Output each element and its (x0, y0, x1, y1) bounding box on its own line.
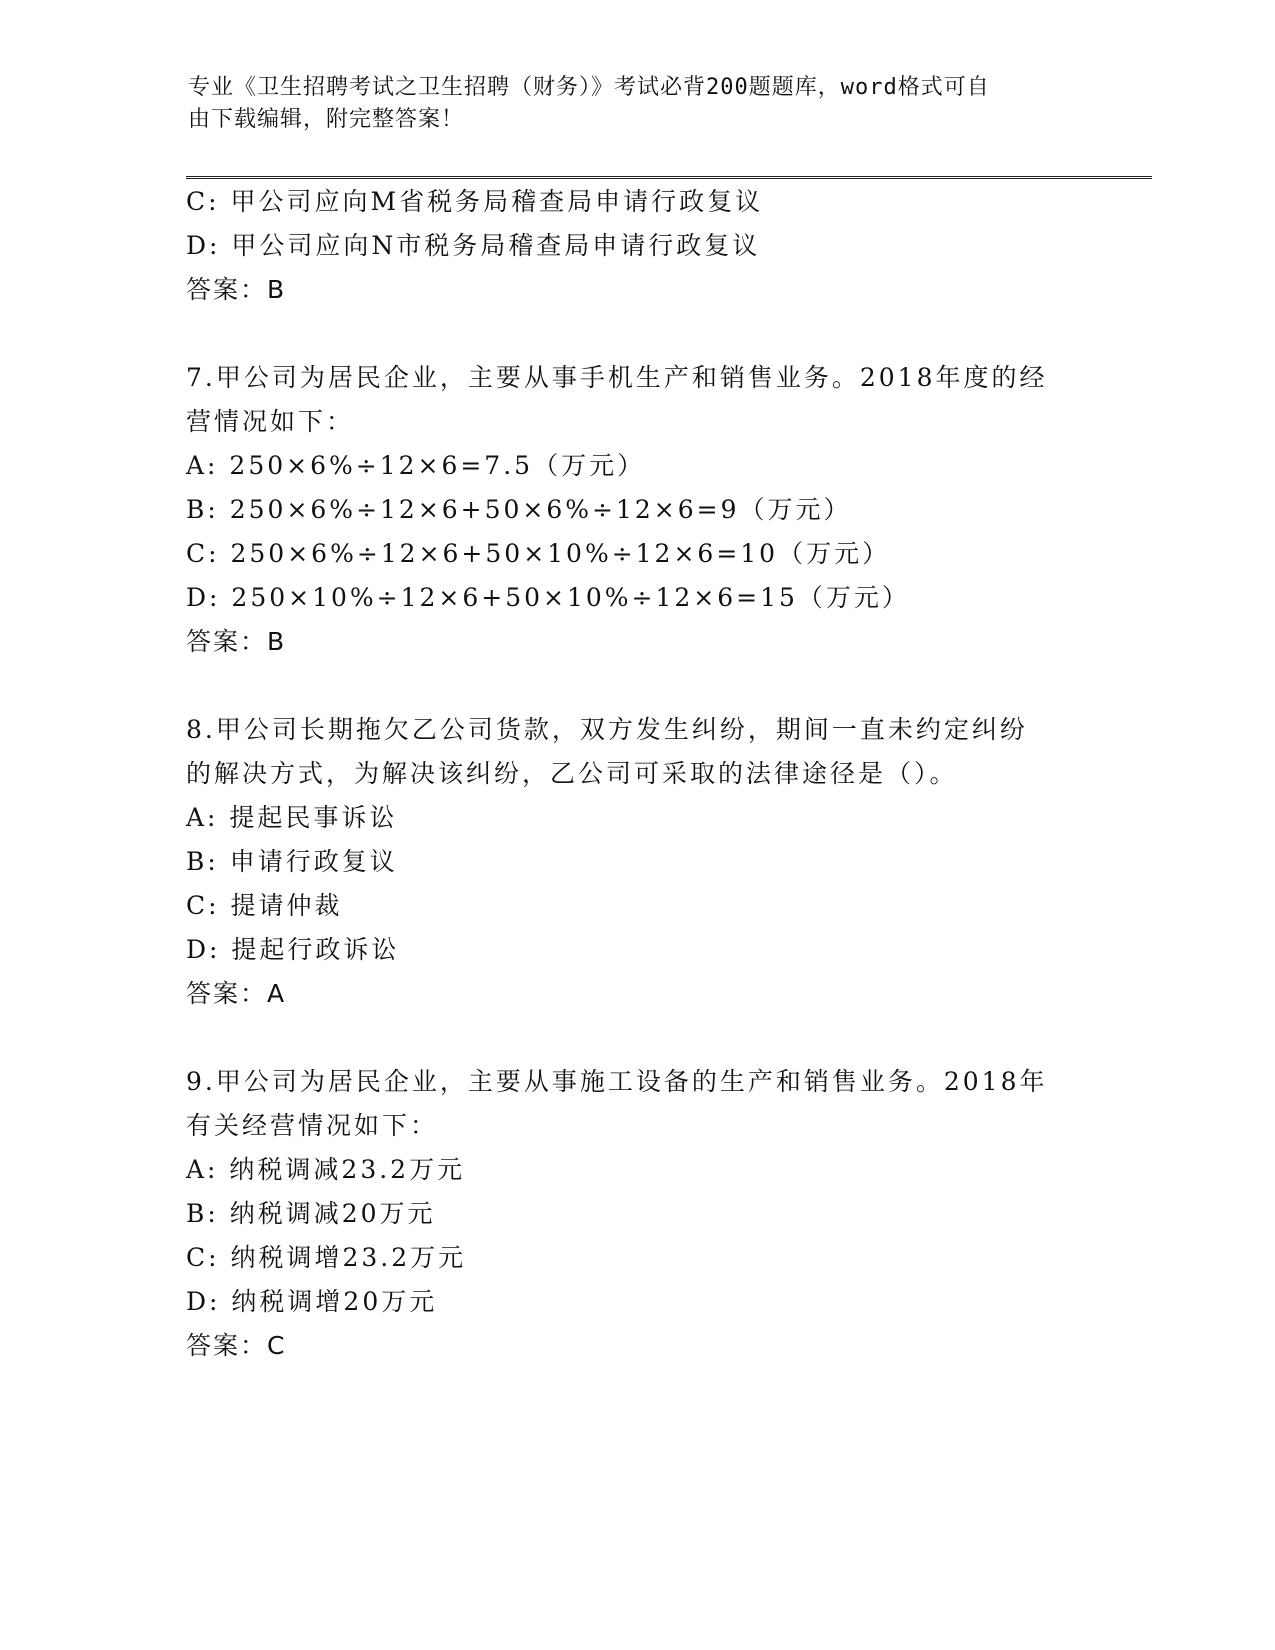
question-8-option-c: C: 提请仲裁 (186, 891, 343, 920)
question-7-option-b: B: 250×6%÷12×6+50×6%÷12×6=9（万元） (186, 495, 852, 524)
answer-line: 答案：B (186, 275, 287, 304)
question-7-option-c: C: 250×6%÷12×6+50×10%÷12×6=10（万元） (186, 539, 891, 568)
question-9-stem-line-2: 有关经营情况如下： (186, 1111, 439, 1140)
question-8-option-b: B: 申请行政复议 (186, 847, 398, 876)
question-8-stem-line-2: 的解决方式，为解决该纠纷，乙公司可采取的法律途径是（）。 (186, 759, 958, 788)
question-7-option-a: A: 250×6%÷12×6=7.5（万元） (186, 451, 646, 480)
question-9-option-d: D: 纳税调增20万元 (186, 1287, 438, 1316)
question-8-stem-line-1: 8.甲公司长期拖欠乙公司货款，双方发生纠纷，期间一直未约定纠纷 (186, 715, 1028, 744)
question-9-option-b: B: 纳税调减20万元 (186, 1199, 436, 1228)
question-7-option-d: D: 250×10%÷12×6+50×10%÷12×6=15（万元） (186, 583, 910, 612)
option-d: D: 甲公司应向N市税务局稽查局申请行政复议 (186, 231, 761, 260)
question-8-answer: 答案：A (186, 979, 287, 1008)
question-9-option-a: A: 纳税调减23.2万元 (186, 1155, 466, 1184)
header-line-1: 专业《卫生招聘考试之卫生招聘（财务）》考试必背200题题库，word格式可自 (188, 75, 990, 100)
question-9-stem-line-1: 9.甲公司为居民企业，主要从事施工设备的生产和销售业务。2018年 (186, 1067, 1048, 1096)
question-8-option-d: D: 提起行政诉讼 (186, 935, 400, 964)
option-c: C: 甲公司应向M省税务局稽查局申请行政复议 (186, 187, 764, 216)
question-7-answer: 答案：B (186, 627, 287, 656)
header-divider (186, 176, 1152, 179)
document-header (188, 72, 1068, 136)
question-7-stem-line-2: 营情况如下： (186, 407, 355, 436)
header-line-2: 由下载编辑，附完整答案！ (188, 107, 465, 132)
question-9-option-c: C: 纳税调增23.2万元 (186, 1243, 467, 1272)
question-9-answer: 答案：C (186, 1331, 287, 1360)
question-7-stem-line-1: 7.甲公司为居民企业，主要从事手机生产和销售业务。2018年度的经 (186, 363, 1048, 392)
question-8-option-a: A: 提起民事诉讼 (186, 803, 398, 832)
